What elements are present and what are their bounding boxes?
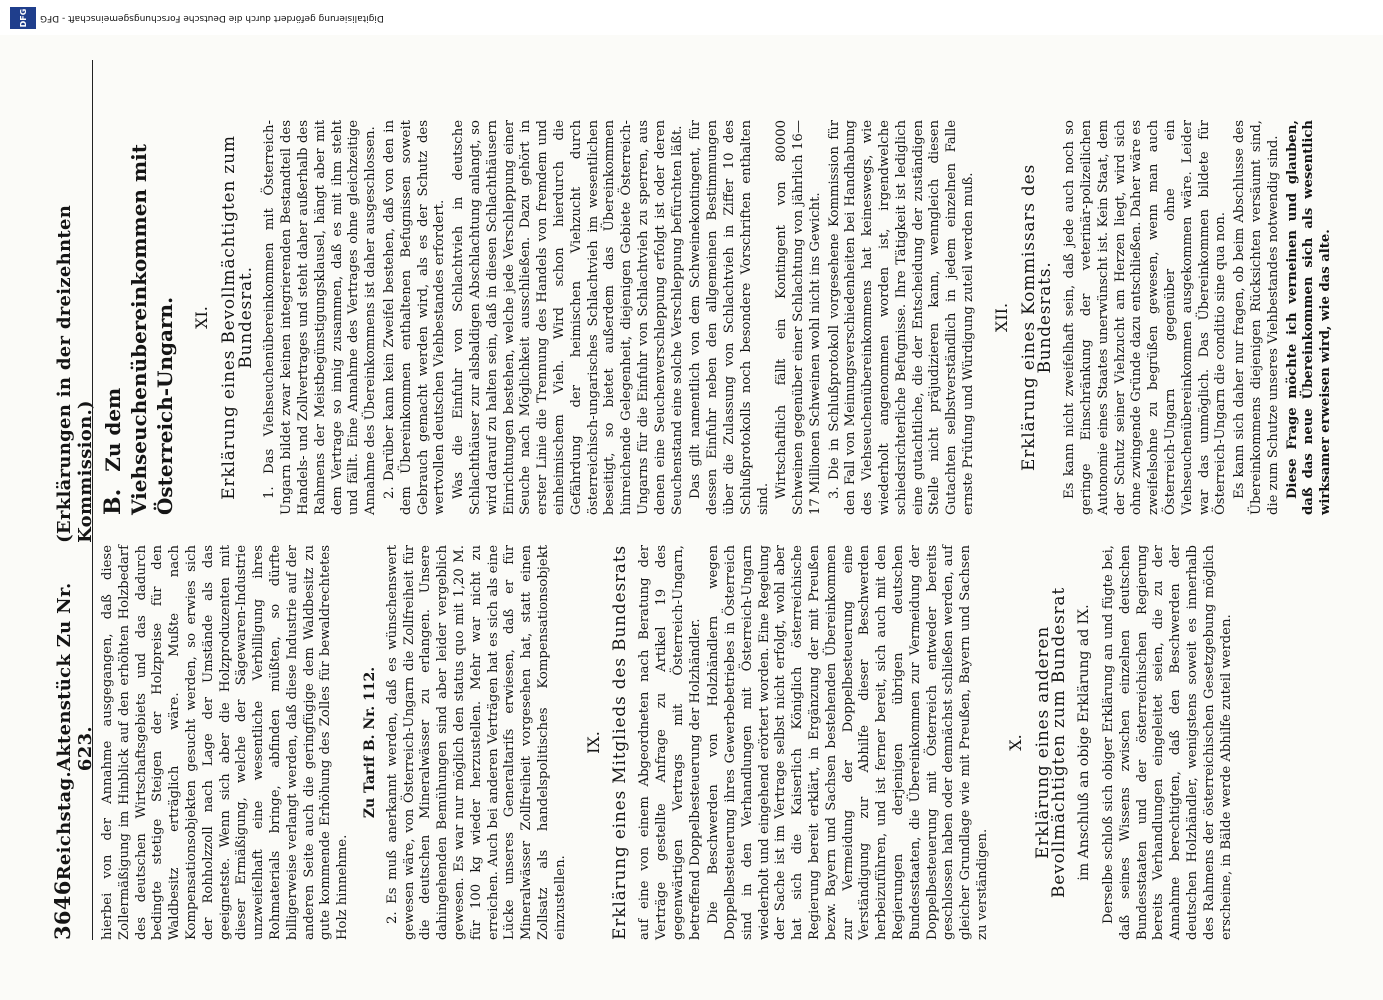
section-x-heading: Erklärung eines anderen Bevollmächtigten zum Bundesrat [1032,587,1070,898]
intro-paragraph: hierbei von der Annahme ausgegangen, daß diese Zollermäßigung im Hinblick auf den erhöhten Holzbedarf des deutschen Wirtschaftsgebiets und das dadurch bedingte stetige Steigen der Holzpreise für den Waldbesitz erträglich wäre. Mußte nach Kompensationsobjekten gesucht werden, so erwies sich der Rohholzzoll nach Lage der Umstände als das geeignetste. Wenn sich aber die Holzproduzenten mit dieser Ermäßigung, welche der Sägewaren-Industrie unzweifelhaft eine wesentliche Verbilligung ihres Rohmaterials bringe, abfinden müßten, so dürfte billigerweise verlangt werden, daß diese Industrie auf der anderen Seite auch die geringfügige dem Waldbesitz zu gute kommende Erhöhung des Zolles für bewaldrechtetes Holz hinnehme. [100,545,351,940]
section-xi-paragraph-5: Wirtschaftlich fällt ein Kontingent von 80000 Schweinen gegenüber einer Schlachtung von jährlich 16—17 Millionen Schweinen wohl nicht ins Gewicht. [774,120,823,515]
section-ix-intro: auf eine von einem Abgeordneten nach Beratung der Verträge gestellte Anfrage zu Artikel 19 des gegenwärtigen Vertrags mit Österreich-Ungarn, betreffend Doppelbesteuerung der Holzhändler. [637,545,703,940]
part-b-title [100,120,178,515]
tariff-paragraph: 2. Es muß anerkannt werden, daß es wünschenswert gewesen wäre, von Österreich-Ungarn die Zollfreiheit für die deutschen Mineralwässer zu erlangen. Unsere dahingehenden Bemühungen sind aber leider vergeblich gewesen. Es war nur möglich den status quo mit 1,20 M. für 100 kg wieder herzustellen. Mehr war nicht zu erreichen. Auch bei anderen Verträgen hat es sich als eine Lücke unseres Generaltarifs erwiesen, daß er für Mineralwässer Zollfreiheit vorgesehen hat, statt einen Zollsatz als handelspolitisches Kompensationsobjekt einzustellen. [384,545,568,940]
section-x-body: Derselbe schloß sich obiger Erklärung an und fügte bei, daß seines Wissens zwischen einzelnen deutschen Bundesstaaten und der österreichischen Regierung bereits Verhandlungen eingeleitet seien, die zu der Annahme berechtigten, daß den Beschwerden der deutschen Holzhändler, wenigstens soweit es innerhalb des Rahmens der österreichischen Gesetzgebung möglich erscheine, in Bälde werde Abhilfe zuteil werden. [1101,545,1234,940]
funding-note: Digitalisierung gefördert durch die Deutsche Forschungsgemeinschaft - DFG [40,13,384,23]
document-reference: Aktenstück Zu Nr. 623. [54,582,96,772]
section-xi-paragraph-2: 2. Darüber kann kein Zweifel bestehen, daß von den in dem Übereinkommen enthaltenen Befugnissen soweit Gebrauch gemacht werden wird, als es der Schutz des wertvollen deutschen Viehbestandes erfordert. [381,120,448,515]
tariff-heading: Zu Tarif B. Nr. 112. [361,666,378,819]
section-xii-heading: Erklärung eines Kommissars des Bundesrats. [1018,164,1056,472]
publication-name: Reichstag. [54,771,75,881]
section-x-subheading: im Anschluß an obige Erklärung ad IX. [1076,604,1093,881]
section-ix-numeral: IX. [583,731,603,754]
section-xii-numeral: XII. [991,302,1011,333]
section-xii-paragraph-3: Diese Frage möchte ich verneinen und glauben, daß das neue Übereinkommen sich als wesentlich wirksamer erweisen wird, wie das alte. [1284,120,1334,515]
section-xi-paragraph-6: 3. Die in Schlußprotokoll vorgesehene Kommission für den Fall von Meinungsverschiedenheiten bei Handhabung des Viehseuchenübereinkommens hat keineswegs, wie wiederholt angenommen worden ist, irgendwelche schiedsrichterliche Befugnisse. Ihre Tätigkeit ist lediglich eine gutachtliche, die der Entscheidung der zuständigen Stelle nicht präjudizieren kann, wenngleich diesen Gutachten selbstverständlich in jedem einzelnen Falle ernste Prüfung und Würdigung zuteil werden muß. [826,120,977,515]
section-xi-paragraph-1: 1. Das Viehseuchenübereinkommen mit Österreich-Ungarn bildet zwar keinen integrierenden Bestandteil des Handels- und Zollvertrages und steht daher außerhalb des Rahmens der Meistbegünstigungsklausel, hängt aber mit dem Vertrage so innig zusammen, daß es mit ihm steht und fällt. Eine Annahme des Vertrages ohne gleichzeitige Annahme des Übereinkommens ist daher ausgeschlossen. [262,120,379,515]
section-ix-heading: Erklärung eines Mitglieds des Bundesrats [610,545,631,940]
funding-sidebar [0,0,1383,35]
page-header [50,80,96,940]
section-xii-paragraph-1: Es kann nicht zweifelhaft sein, daß jede auch noch so geringe Einschränkung der veterinär-polizeilichen Autonomie eines Staates unerwünscht ist. Kein Staat, dem der Schutz seiner Viehzucht am Herzen liegt, wird sich ohne zwingende Gründe dazu entschließen. Daher wäre es zweifelsohne zu begrüßen gewesen, wenn man auch Österreich-Ungarn gegenüber ohne ein Viehseuchenübereinkommen ausgekommen wäre. Leider war das unmöglich. Das Übereinkommen bildete für Österreich-Ungarn die conditio sine qua non. [1062,120,1229,515]
right-column [100,120,1334,515]
section-x-numeral: X. [1005,734,1025,751]
section-xi-numeral: XI. [192,306,211,329]
section-xi-heading: Erklärung eines Bevollmächtigten zum Bundesrat. [218,135,256,500]
page-number: 3646 [50,880,75,940]
dfg-logo: DFG [10,7,36,29]
document-parenthetical: (Erklärungen in der dreizehnten Kommission.) [54,204,96,543]
section-xi-paragraph-3: Was die Einfuhr von Schlachtvieh in deutsche Schlachthäuser zur alsbaldigen Abschlachtung anlangt, so wird darauf zu halten sein, daß in diesen Schlachthäusern Einrichtungen bestehen, welche jede Verschleppung einer Seuche nach Möglichkeit ausschließen. Dazu gehört in erster Linie die Trennung des Handels von fremdem und einheimischem Vieh. Wird schon hierdurch die Gefährdung der heimischen Viehzucht durch österreichisch-ungarisches Schlachtvieh im wesentlichen beseitigt, so bietet außerdem das Übereinkommen hinreichende Gelegenheit, diejenigen Gebiete Österreich-Ungarns für die Einfuhr von Schlachtvieh zu sperren, aus denen eine Seuchenverschleppung erfolgt ist oder deren Seuchenstand eine solche Verschleppung befürchten läßt. [451,120,685,515]
left-column [100,545,1300,940]
section-xi-paragraph-4: Das gilt namentlich von dem Schweinekontingent, für dessen Einfuhr neben den allgemeinen Bestimmungen über die Zulassung von Schlachtvieh in Ziffer 10 des Schlußprotokolls noch besondere Vorschriften enthalten sind. [688,120,771,515]
section-ix-body: Die Beschwerden von Holzhändlern wegen Doppelbesteuerung ihres Gewerbebetriebes in Österreich sind in den Verhandlungen mit Österreich-Ungarn wiederholt und eingehend erörtert worden. Eine Regelung der Sache ist im Vertrage selbst nicht erfolgt, wohl aber hat sich die Kaiserlich Königlich österreichische Regierung bereit erklärt, in Ergänzung der mit Preußen bezw. Bayern und Sachsen bestehenden Übereinkommen zur Vermeidung der Doppelbesteuerung eine Verständigung zur Abhilfe dieser Beschwerden herbeizuführen, und ist ferner bereit, sich auch mit den Regierungen derjenigen übrigen deutschen Bundesstaaten, die Übereinkommen zur Vermeidung der Doppelbesteuerung mit Österreich entweder bereits geschlossen haben oder demnächst schließen werden, auf gleicher Grundlage wie mit Preußen, Bayern und Sachsen zu verständigen. [706,545,991,940]
part-b-title-text: Zu dem Viehseuchenübereinkommen mit Österreich-Ungarn. [101,144,177,515]
header-rule [92,60,93,940]
section-xii-paragraph-2: Es kann sich daher nur fragen, ob beim Abschlusse des Übereinkommens diejenigen Rücksichten versäumt sind, die zum Schutze unseres Viehbestandes notwendig sind. [1232,120,1281,515]
part-b-letter: B. [100,488,126,515]
